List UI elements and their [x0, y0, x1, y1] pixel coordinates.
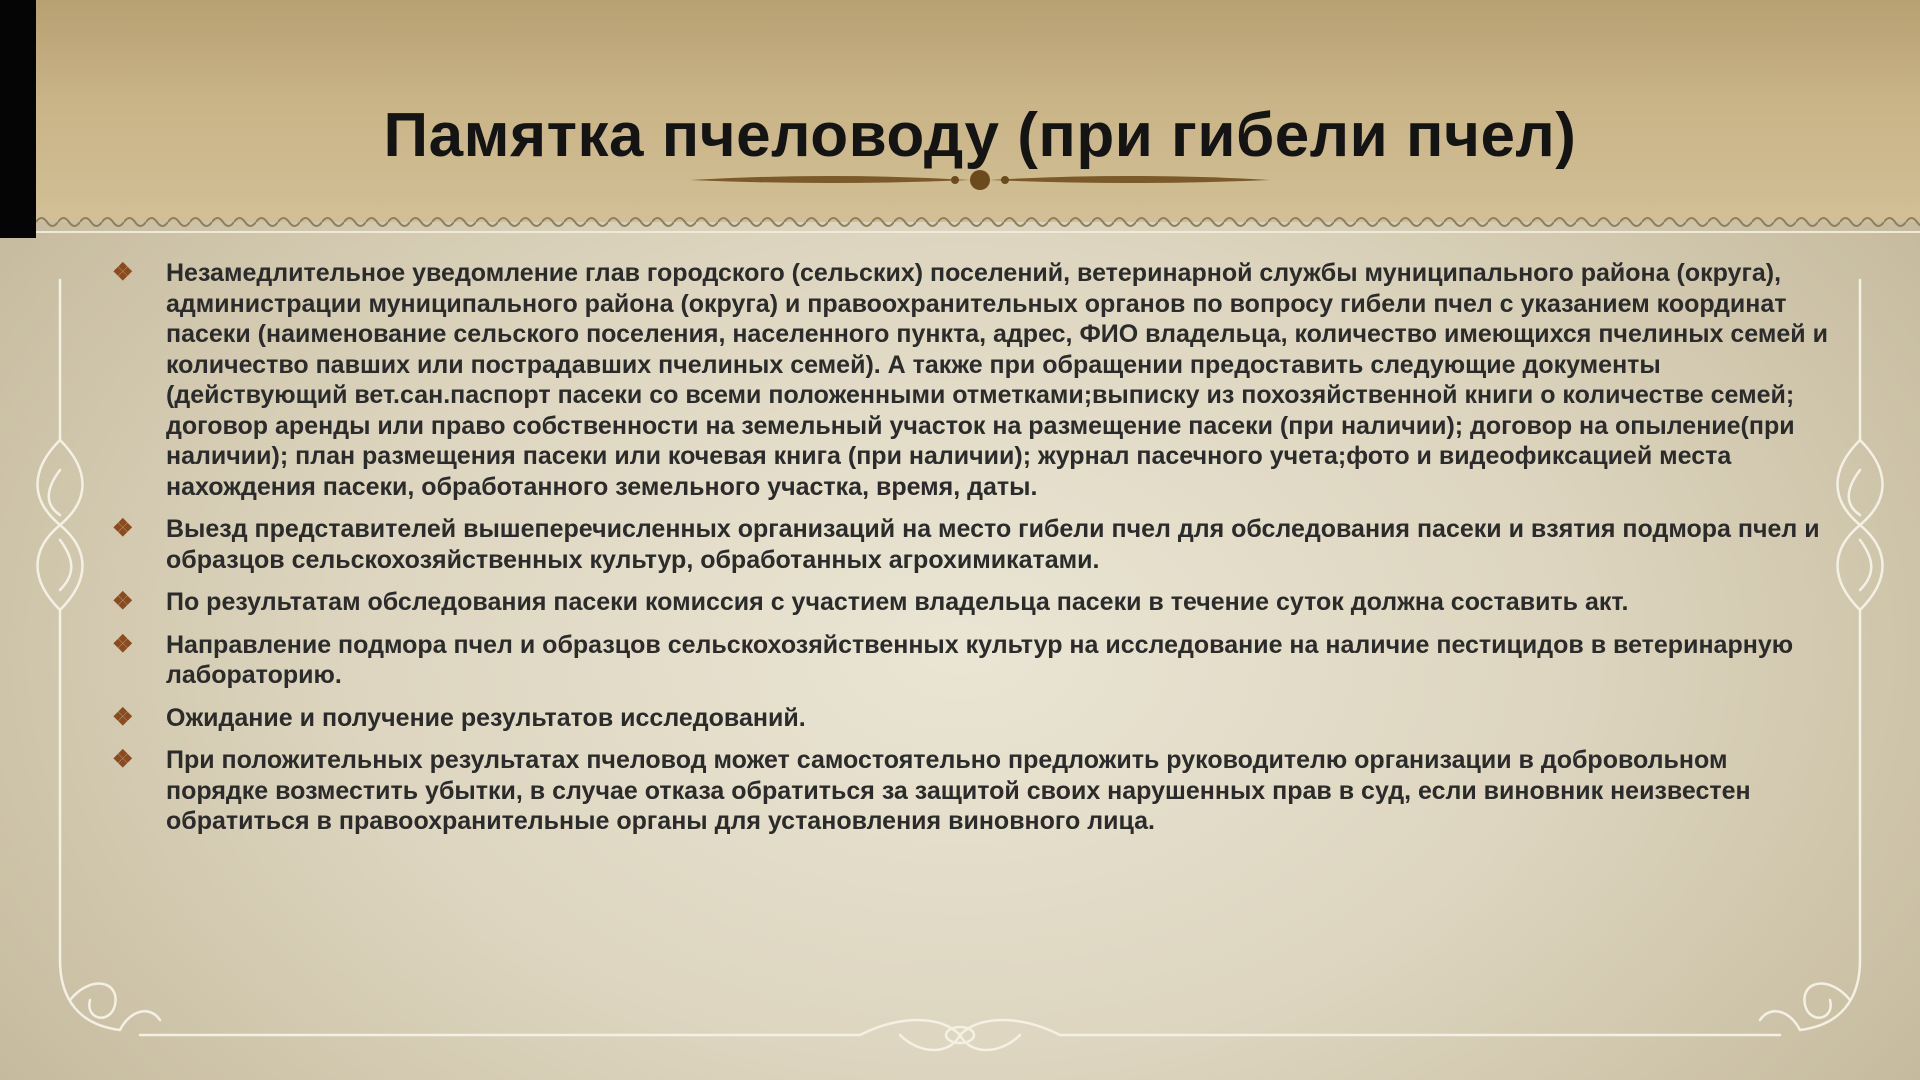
list-item-text: Ожидание и получение результатов исследований.	[166, 703, 806, 732]
bullet-diamond-icon: ❖	[112, 259, 134, 286]
list-item	[112, 630, 1832, 691]
list-item	[112, 745, 1832, 837]
list-item	[112, 258, 1832, 502]
bullet-diamond-icon: ❖	[112, 746, 134, 773]
list-item-text: Направление подмора пчел и образцов сельскохозяйственных культур на исследование на наличие пестицидов в ветеринарную лабораторию.	[166, 630, 1794, 689]
header-scalloped-edge	[36, 208, 1920, 236]
list-item	[112, 703, 1832, 734]
bullet-diamond-icon: ❖	[112, 515, 134, 542]
memo-list	[112, 258, 1832, 849]
list-item-text: Незамедлительное уведомление глав городского (сельских) поселений, ветеринарной службы муниципального района (округа), администрации муниципального района (округа) и правоохранительных органов по вопросу гибели пчел с указанием координат пасеки (наименование сельского поселения, населенного пункта, адрес, ФИО владельца, количество имеющихся пчелиных семей и количество павших или пострадавших пчелиных семей). А также при обращении предоставить следующие документы (действующий вет.сан.паспорт пасеки со всеми положенными отметками;выписку из похозяйственной книги о количестве семей; договор аренды или право собственности на земельный участок на размещение пасеки (при наличии); договор на опыление(при наличии); план размещения пасеки или кочевая книга (при наличии); журнал пасечного учета;фото и видеофиксацией места нахождения пасеки, обработанного земельного участка, время, даты.	[166, 259, 1828, 501]
list-item-text: По результатам обследования пасеки комиссия с участием владельца пасеки в течение суток должна составить акт.	[166, 588, 1629, 616]
bullet-diamond-icon: ❖	[112, 588, 134, 615]
list-item-text: Выезд представителей вышеперечисленных организаций на место гибели пчел для обследования пасеки и взятия подмора пчел и образцов сельскохозяйственных культур, обработанных агрохимикатами.	[166, 515, 1820, 574]
list-item-text: При положительных результатах пчеловод может самостоятельно предложить руководителю организации в добровольном порядке возместить убытки, в случае отказа обратиться за защитой своих нарушенных прав в суд, если виновник неизвестен обратиться в правоохранительные органы для установления виновного лица.	[166, 746, 1751, 835]
title-underline-ornament-icon	[680, 162, 1280, 198]
list-item	[112, 514, 1832, 575]
page-title: Памятка пчеловоду (при гибели пчел)	[383, 101, 1577, 170]
list-item	[112, 587, 1832, 618]
bullet-diamond-icon: ❖	[112, 703, 134, 731]
bullet-diamond-icon: ❖	[112, 630, 134, 658]
